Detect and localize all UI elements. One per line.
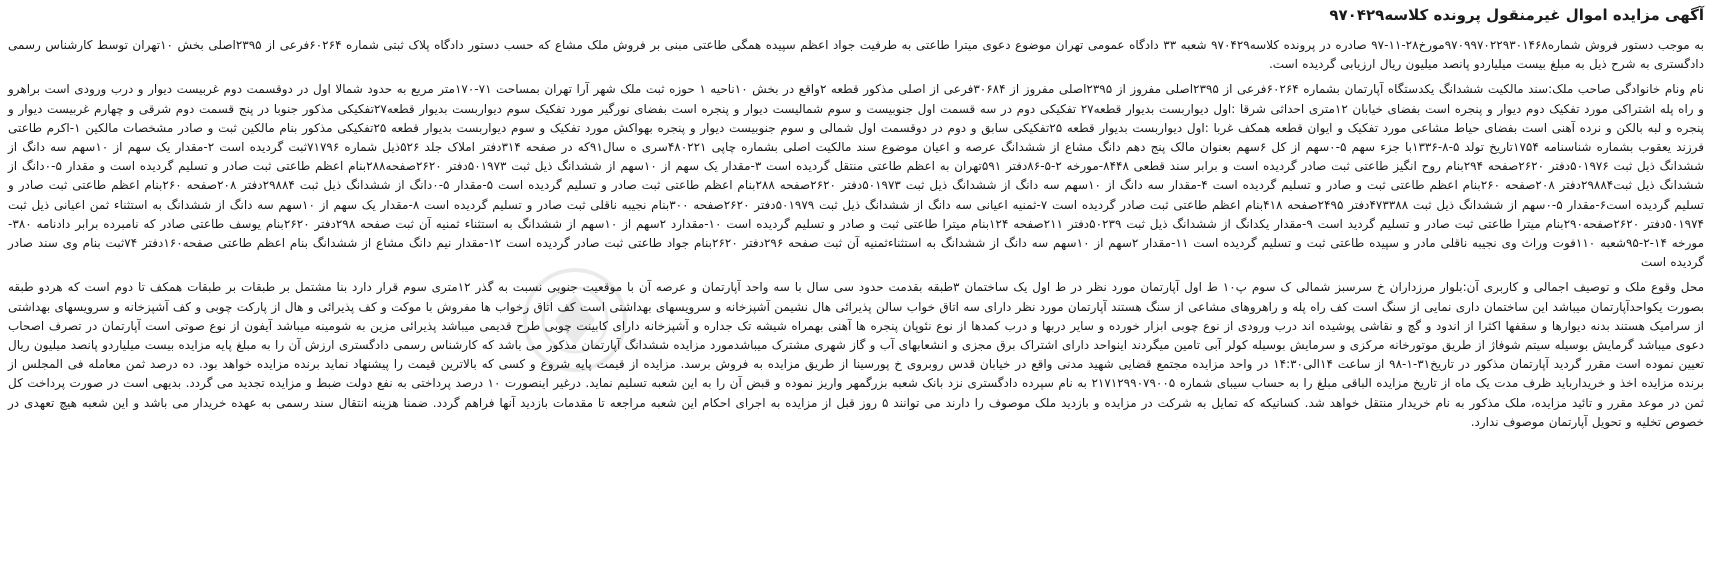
- paragraph-property-description: محل وقوع ملک و توصیف اجمالی و کاربری آن:بلوار مرزداران خ سرسبز شمالی ک سوم پ۱۰ ط اول آپارتمان مورد نظر در ط اول یک ساختمان ۳طبقه بقدمت حدود سی سال با سه واحد آپارتمان و عرصه آن با موقعیت جنوبی نسبت به گذر ۱۲متری سوم قرار دارد بنا مشتمل بر طبقات بر طبقات همکف تا دوم است که هردو طبقه بصورت یکواحدآپارتمان میباشد این ساختمان داری نمایی از سنگ است کف راه پله و راهروهای مشاعی از سنگ هستند آپارتمان مورد نظر دارای سه اتاق خواب سالن پذیرائی هال نشیمن آشپزخانه و سرویسهای بهداشتی است کف اتاق رخواب ها مفروش با موکت و کف پذیرائی و هال از پارکت چوبی و کف آشپزخانه و سرویسهای بهداشتی از سرامیک هستند بدنه دیوارها و سقفها اکثرا از اندود و گچ و نقاشی پوشیده اند درب ورودی از نوع چوبی ابزار خورده و سایر دربها و درب کمدها از نوع نئوپان پنجره ها آهنی بهمراه شیشه تک جداره و آشپزخانه دارای کابینت چوبی طرح قدیمی میباشد پذیرائی مزین به شومینه میباشد آیفون از نوع صوتی است آپارتمان در تصرف اصحاب دعوی میباشد گرمایش بوسیله سیتم شوفاژ از طریق موتورخانه مرکزی و سرمایش بوسیله کولر آبی تامین میگردند اینواحد دارای اشتراک برق مجزی و انشعابهای آب و گاز شهری مشترک میباشدمورد مزایده ششدانگ آپارتمان مذکور می باشد که کارشناس رسمی دادگستری ارزش آن را به مبلغ پایه مزایده بیست میلیاردو پانصد میلیون ریال تعیین نموده است مقرر گردید آپارتمان مذکور در تاریخ۳۱-۱-۹۸ از ساعت ۱۴الی۱۴:۳۰ در واحد مزایده مجتمع قضایی شهید مدنی واقع در خیابان قدس روبروی خ پورسینا از طریق مزایده به فروش برسد. مزایده از قیمت پایه شروع و کسی که بالاترین قیمت را پیشنهاد نماید برنده مزایده خواهد بود. ده درصد ثمن معامله فی المجلس از برنده مزایده اخذ و خریدارباید ظرف مدت یک ماه از تاریخ مزایده الباقی مبلغ را به حساب سیبای شماره ۲۱۷۱۲۹۹۰۷۹۰۰۵ به نام سپرده دادگستری نزد بانک شعبه بزرگمهر واریز نموده و قبض آن را به این شعبه تسلیم نماید. درغیر اینصورت ۱۰ درصد پرداختی به نفع دولت ضبط و مزایده تجدید می گردد. بدیهی است در صورت پرداخت کل ثمن در موعد مقرر و تائید مزایده، ملک مذکور به نام خریدار منتقل خواهد شد. کسانیکه که تمایل به شرکت در مزایده و بازدید ملک موصوف را دارند می توانند ۵ روز قبل از مزایده به اجرای احکام این شعبه مراجعه تا مقدمات بازدید آنها فراهم گردد. ضمنا هزینه انتقال سند رسمی به عهده خریدار می باشد و این شعبه هیچ تعهدی در خصوص تخلیه و تحویل آپارتمان موصوف ندارد.: [8, 280, 1705, 429]
- paragraph-ownership: نام ونام خانوادگی صاحب ملک:سند مالکیت ششدانگ یکدستگاه آپارتمان بشماره ۶۰۲۶۴فرعی از ۲۳۹۵اصلی مفروز از ۲۳۹۵اصلی مفروز از ۳۰۶۸۴فرعی از اصلی مذکور قطعه ۲واقع در بخش ۱۰ناحیه ۱ حوزه ثبت ملک شهر آرا تهران بمساحت ۷۱-۱۷۰متر مربع به حدود شمالا اول در دوقسمت دوم غربیست دیوار و درب ورودی است براهرو و راه پله اشتراکی مورد تفکیک دوم دیوار و پنجره است بفضای خیابان ۱۲متری احداثی شرقا :اول دیواربست بدیوار قطعه۲۷ تفکیکی دوم در سه قسمت اول جنوبیست و سوم شمالیست دیوار و پنجره است بفضای نورگیر مورد تفکیک سوم دیواربست بدیوار قطعه۲۷تفکیکی مذکور جنوبا در پنج قسمت دوم شرقی و چهارم غربیست دیوار و پنجره و لبه بالکن و نرده آهنی است بفضای حیاط مشاعی مورد تفکیک و ایوان قطعه همکف غربا :اول دیواربست بدیوار قطعه ۲۵تفکیکی سابق و دوم در دوقسمت اول شمالی و سوم جنوبیست دیوار و پنجره بهواکش مورد تفکیک و سوم دیواربست بدیوار قطعه ۲۵تفکیکی مذکور بنام مالکین ثبت و صادر مشخصات مالکین ۱-اکرم طاعتی فرزند یعقوب بشماره شناسنامه ۱۷۵۴تاریخ تولد ۵-۸-۱۳۳۶با جزء سهم ۵-۰سهم از کل ۶سهم بعنوان مالک پنج دهم دانگ مشاع از ششدانگ عرصه و اعیان موضوع سند مالکیت اصلی بشماره چاپی ۴۸۰۲۲۱سری ه سال۹۱که در صفحه ۳۱۴دفتر املاک جلد ۵۲۶ذیل شماره ۷۱۷۹۶ثبت گردیده است ۲-مقدار یک سهم از ۱۰سهم سه دانگ از ششدانگ ذیل ثبت ۵۰۱۹۷۶دفتر ۲۶۲۰صفحه ۲۹۴بنام روح انگیز طاعتی ثبت صادر گردیده است و برابر سند قطعی ۸۴۴۸-مورخه ۲-۵-۸۶دفتر ۵۹۱تهران به اعظم طاعتی منتقل گردیده است ۳-مقدار یک سهم از ۱۰سهم از ششدانگ ذیل ثبت ۵۰۱۹۷۳دفتر ۲۶۲۰صفحه۲۸۸بنام اعظم طاعتی ثبت صادر و تسلیم گردیده است و مقدار ۵-۰دانگ از ششدانگ ذیل ثبت۲۹۸۸۴دفتر ۲۰۸صفحه ۲۶۰بنام اعظم طاعتی ثبت و صادر و تسلیم گردیده است ۴-مقدار سه دانگ از ۱۰سهم سه دانگ از ششدانگ ذیل ثبت ۵۰۱۹۷۳دفتر ۲۶۲۰صفحه ۲۸۸بنام اعظم طاعتی ثبت صادر و تسلیم گردیده است ۵-مقدار ۵-۰دانگ از ششدانگ ذیل ثبت ۲۹۸۸۴دفتر ۲۰۸صفحه ۲۶۰بنام اعظم طاعتی ثبت صادر و تسلیم گردیده است۶-مقدار ۵-۰سهم از ششدانگ ذیل ثبت ۴۷۳۳۸۸دفتر ۲۴۹۵صفحه ۴۱۸بنام اعظم طاعتی ثبت صادر گردیده است ۷-ثمنیه اعیانی سه دانگ از ششدانگ ذیل ثبت ۵۰۱۹۷۹دفتر ۲۶۲۰صفحه ۳۰۰بنام نجیبه ناقلی ثبت صادر و تسلیم گردیده است ۸-مقدار یک سهم از ۱۰سهم سه دانگ از ششدانگ به استثناء ثمن اعیانی ذیل ثبت ۵۰۱۹۷۴دفتر ۲۶۲۰صفحه۲۹۰بنام میترا طاعتی ثبت صادر و تسلیم گردید است ۹-مقدار یکدانگ از ششدانگ ذیل ثبت ۵۰۲۳۹دفتر ۲۱۱صفحه ۱۲۴بنام میترا طاعتی ثبت و صادر و تسلیم گردیده است ۱۰-مقدارد ۲سهم از ۱۰سهم از ششدانگ به استثناء ثمنیه آن ثبت صفحه ۲۹۸دفتر ۲۶۲۰بنام یوسف طاعتی صادر که نامبرده برابر دادنامه ۳۸۰-مورخه ۱۴-۲-۹۵شعبه ۱۱۰فوت وراث وی نجیبه ناقلی مادر و سپیده طاعتی ثبت و تسلیم گردیده است ۱۱-مقدار ۲سهم از ۱۰سهم سه دانگ از ششدانگ به استثناءثمنیه آن ثبت صفحه ۲۹۶دفتر ۲۶۲۰بنام جواد طاعتی ثبت صادر گردیده است ۱۲-مقدار نیم دانگ مشاع از ششدانگ بنام اعظم طاعتی صفحه۱۶۰دفتر ۷۴ثبت بنام وی سند صادر گردیده است: [8, 82, 1705, 270]
- notice-title: آگهی مزایده اموال غیرمنقول پرونده کلاسه۹۷۰۴۲۹: [1329, 6, 1704, 24]
- paragraph-order: به موجب دستور فروش شماره۹۷۰۹۹۷۰۲۲۹۳۰۱۴۶۸مورخ۲۸-۱۱-۹۷ صادره در پرونده کلاسه۹۷۰۴۲۹ شعبه ۳۳ دادگاه عمومی تهران موضوع دعوی میترا طاعتی به طرفیت جواد اعظم سپیده همگی طاعتی مبنی بر فروش ملک مشاع که حسب دستور دادگاه پلاک ثبتی شماره ۶۰۲۶۴فرعی از ۲۳۹۵اصلی بخش ۱۰تهران توسط کارشناس رسمی دادگستری به شرح ذیل به مبلغ بیست میلیاردو پانصد میلیون ریال ارزیابی گردیده است.: [8, 38, 1705, 72]
